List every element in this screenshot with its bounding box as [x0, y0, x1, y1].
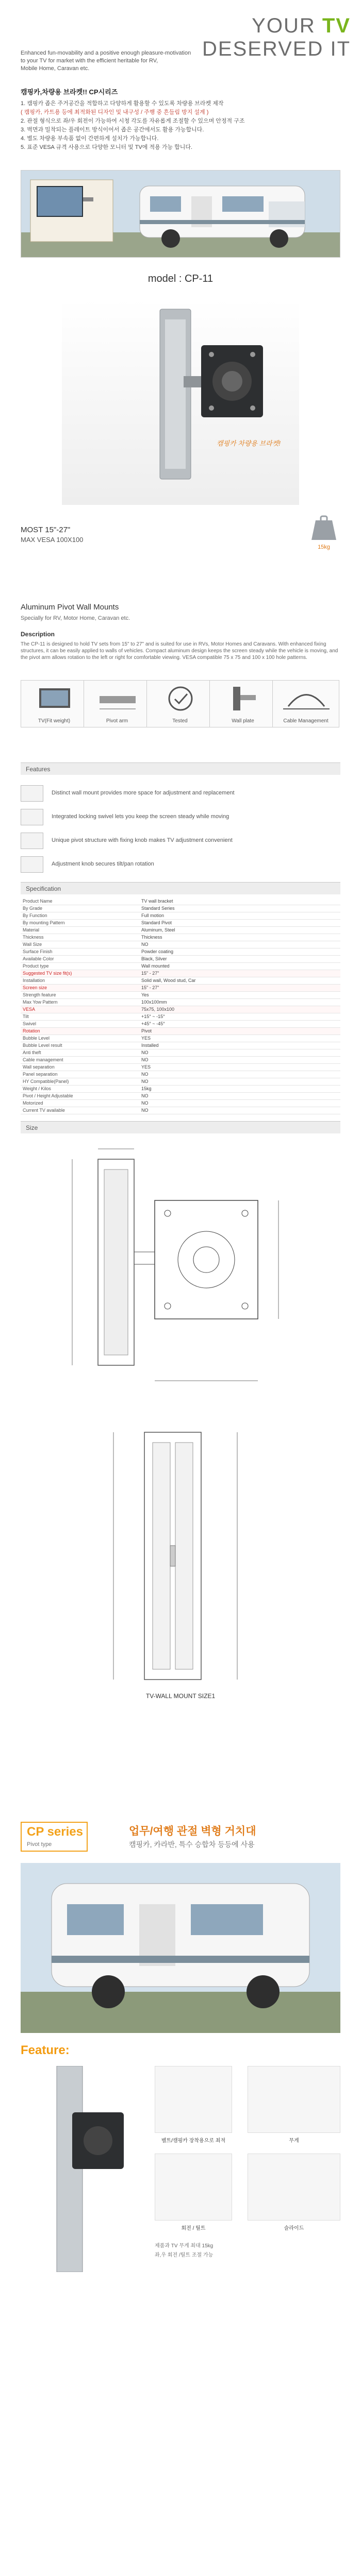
cp-feature-label: 무게 — [289, 2138, 299, 2144]
cp-feature-label: 회전 / 틸트 — [181, 2226, 206, 2231]
tall-mount-drawing — [21, 1422, 340, 1690]
model-product-photo — [62, 299, 299, 505]
spec-row — [21, 1107, 340, 1114]
hero-bullet: 3. 벽면과 밀착되는 플레이트 방식이어서 좁은 공간에서도 활용 가능합니다. — [21, 127, 204, 133]
cp-feature-main-photo — [21, 2066, 124, 2272]
spec-key: Wall Size — [21, 941, 139, 948]
spec-key: By Function — [21, 912, 139, 919]
feature-item — [21, 854, 340, 875]
icon-caption: Wall plate — [232, 718, 254, 724]
spec-value: NO — [139, 941, 340, 948]
spec-value: Yes — [139, 991, 340, 998]
spec-key: Pivot / Height Adjustable — [21, 1092, 139, 1099]
feature-thumb-icon — [21, 856, 43, 873]
size-header-bar — [21, 1121, 340, 1133]
intro-title: Aluminum Pivot Wall Mounts — [21, 603, 119, 612]
spec-value: Installed — [139, 1042, 340, 1049]
spec-key: By Grade — [21, 905, 139, 912]
spec-row — [21, 955, 340, 962]
hero-bullet: ( 캠핑카, 카트용 등에 최적화된 디자인 및 내구성 / 주행 중 흔들림 방지 설계 ) — [21, 109, 209, 115]
spec-row — [21, 962, 340, 970]
intro-section — [0, 598, 361, 752]
hero-bullets — [21, 88, 340, 152]
spec-row — [21, 1078, 340, 1085]
spec-key: Available Color — [21, 955, 139, 962]
icon-pivot-arm — [84, 680, 151, 727]
hero-title-suffix: DESERVED IT — [202, 38, 351, 60]
spec-value: NO — [139, 1056, 340, 1063]
spec-key: Weight / Kilos — [21, 1085, 139, 1092]
spec-value: YES — [139, 1035, 340, 1042]
hero-bullet: 1. 캠핑카 좁은 주거공간을 적합하고 다양하게 활용할 수 있도록 차량용 브라켓 제작 — [21, 100, 224, 107]
feature-thumb-icon — [21, 809, 43, 825]
feature-thumb-icon — [21, 785, 43, 802]
spec-row — [21, 948, 340, 955]
hero-bullet: 2. 관절 형식으로 좌/우 회전이 가능하여 시청 각도를 자유롭게 조절할 수 있으며 안정적 구조 — [21, 118, 245, 124]
spec-value: 15kg — [139, 1085, 340, 1092]
spec-row — [21, 1006, 340, 1013]
spec-value: Full motion — [139, 912, 340, 919]
weight-badge — [309, 513, 338, 542]
cp-series-section — [0, 1814, 361, 2277]
hero-intro-line: Enhanced fun-movability and a positive enough pleasure-motivation — [21, 50, 191, 56]
spec-row — [21, 1013, 340, 1020]
spec-row — [21, 897, 340, 905]
spec-key: VESA — [21, 1006, 139, 1013]
spec-row — [21, 934, 340, 941]
specification-header-bar — [21, 882, 340, 894]
spec-value: NO — [139, 1078, 340, 1085]
cp-feature-label: 벨트/캠핑카 장착용으로 최적 — [161, 2138, 226, 2144]
spec-row — [21, 912, 340, 919]
hero-intro-line: to your TV for market with the efficient heritable for RV, — [21, 58, 158, 64]
feature-item — [21, 831, 340, 851]
spec-value: TV wall bracket — [139, 897, 340, 905]
spec-key: Product Name — [21, 897, 139, 905]
icon-caption: Cable Management — [283, 718, 329, 724]
icon-wall-plate — [209, 680, 276, 727]
bracket-product-image — [62, 299, 299, 505]
hero-photo-rv — [21, 170, 340, 258]
spec-row — [21, 1063, 340, 1071]
spec-value: Wall mounted — [139, 962, 340, 970]
cp-bracket-photo — [21, 2066, 124, 2272]
cp-badge-title: CP series — [27, 1825, 83, 1839]
rv-illustration — [21, 171, 340, 258]
spec-value: NO — [139, 1049, 340, 1056]
feature-title: Feature: — [21, 2043, 70, 2057]
cable-icon — [273, 681, 340, 717]
spec-row — [21, 977, 340, 984]
spec-key: Material — [21, 926, 139, 934]
cp-headline: 업무/여행 관절 벽형 거치대 — [129, 1825, 256, 1837]
model-callout: 캠핑카 차량용 브라켓! — [217, 439, 281, 447]
spec-row — [21, 970, 340, 977]
spec-row — [21, 1042, 340, 1049]
cp-feature-note: 제품과 TV 무게 최대 15kg — [155, 2243, 214, 2249]
spec-key: Anti theft — [21, 1049, 139, 1056]
feature-text: Unique pivot structure with fixing knob makes TV adjustment convenient — [52, 837, 233, 843]
intro-description-heading: Description — [21, 631, 55, 638]
icon-caption: Pivot arm — [106, 718, 128, 724]
hero-bullet: 4. 별도 차량용 부속품 없이 간편하게 설치가 가능합니다. — [21, 135, 159, 142]
tall-mount-caption: TV-WALL MOUNT SIZE1 — [145, 1692, 216, 1700]
cp-feature-photo-2 — [248, 2066, 340, 2133]
spec-value: NO — [139, 1107, 340, 1114]
spec-value: 100x100mm — [139, 998, 340, 1006]
tested-icon — [147, 681, 214, 717]
features-header-bar — [21, 762, 340, 775]
spec-row — [21, 991, 340, 998]
feature-text: Adjustment knob secures tilt/pan rotation — [52, 861, 154, 867]
spec-key: Strength feature — [21, 991, 139, 998]
spec-row — [21, 941, 340, 948]
spec-value: YES — [139, 1063, 340, 1071]
spec-row — [21, 1049, 340, 1056]
hero-intro — [21, 49, 340, 73]
spec-row — [21, 1085, 340, 1092]
spec-key: Wall separation — [21, 1063, 139, 1071]
model-screen-range: MOST 15"-27" — [21, 526, 71, 534]
cp-badge-subtitle: Pivot type — [27, 1841, 52, 1848]
spec-row — [21, 1071, 340, 1078]
icon-cable-management — [272, 680, 339, 727]
cp-feature-note: 좌,우 회전 /틸트 조절 가능 — [155, 2252, 214, 2258]
icon-caption: Tested — [172, 718, 188, 724]
hero-title-prefix: YOUR — [252, 14, 316, 37]
spec-row — [21, 919, 340, 926]
spec-value: NO — [139, 1071, 340, 1078]
spec-row — [21, 926, 340, 934]
spec-value: 15" - 27" — [139, 984, 340, 991]
cp-rv-photo — [21, 1863, 340, 2033]
spec-row — [21, 984, 340, 991]
wall-plate-icon — [210, 681, 277, 717]
spec-value: NO — [139, 1092, 340, 1099]
feature-text: Distinct wall mount provides more space for adjustment and replacement — [52, 790, 235, 796]
spec-value: 75x75, 100x100 — [139, 1006, 340, 1013]
spec-value: Pivot — [139, 1027, 340, 1035]
spec-value: NO — [139, 1099, 340, 1107]
cp-feature-photo-1 — [155, 2066, 232, 2133]
spec-key: Current TV available — [21, 1107, 139, 1114]
cp-series-badge — [21, 1822, 88, 1852]
rv-photo-illustration — [21, 1863, 340, 2033]
spec-key: Max Yow Pattern — [21, 998, 139, 1006]
spec-row — [21, 998, 340, 1006]
spec-value: Powder coating — [139, 948, 340, 955]
spec-value: Standard Series — [139, 905, 340, 912]
model-label: model : CP-11 — [147, 273, 214, 284]
cp-feature-label: 슬라이드 — [284, 2226, 304, 2231]
spec-key: Bubble Level result — [21, 1042, 139, 1049]
spec-key: Motorized — [21, 1099, 139, 1107]
spec-value: Solid wall, Wood stud, Car — [139, 977, 340, 984]
model-section — [0, 268, 361, 598]
cp-feature-photo-3 — [155, 2154, 232, 2221]
spec-key: Cable management — [21, 1056, 139, 1063]
spec-value: Black, Silver — [139, 955, 340, 962]
spec-row — [21, 1027, 340, 1035]
cp-feature-photo-4 — [248, 2154, 340, 2221]
model-weight: 15kg — [318, 544, 330, 550]
spec-row — [21, 1092, 340, 1099]
spec-value: +45° ~ -45° — [139, 1020, 340, 1027]
icon-tested — [146, 680, 214, 727]
model-vesa: MAX VESA 100X100 — [21, 536, 84, 544]
hero-section — [0, 0, 361, 268]
spec-key: By mounting Pattern — [21, 919, 139, 926]
features-header: Features — [26, 766, 51, 773]
specification-header: Specification — [26, 885, 61, 892]
spec-value: +15° ~ -15° — [139, 1013, 340, 1020]
feature-thumb-icon — [21, 833, 43, 849]
hero-title-accent: TV — [322, 14, 351, 37]
cp-subline: 캠핑카, 카라반, 특수 승합차 등등에 사용 — [129, 1840, 255, 1849]
intro-subtitle: Specially for RV, Motor Home, Caravan etc. — [21, 615, 130, 621]
feature-item — [21, 783, 340, 804]
feature-item — [21, 807, 340, 827]
spec-row — [21, 905, 340, 912]
spec-key: Suggested TV size fit(s) — [21, 970, 139, 977]
bracket-size-drawing — [21, 1139, 340, 1406]
spec-key: Tilt — [21, 1013, 139, 1020]
spec-value: 15" - 27" — [139, 970, 340, 977]
pivot-icon — [84, 681, 151, 717]
tall-mount-outline — [21, 1422, 340, 1690]
spec-value: Thickness — [139, 934, 340, 941]
spec-key: Panel separation — [21, 1071, 139, 1078]
icon-tv-weight — [21, 680, 88, 727]
hero-intro-line: Mobile Home, Caravan etc. — [21, 65, 90, 72]
size-technical-drawing — [21, 1139, 340, 1406]
size-header: Size — [26, 1124, 38, 1131]
spec-key: Rotation — [21, 1027, 139, 1035]
hero-bullet-head: 캠핑카,차량용 브라켓!! CP시리즈 — [21, 88, 118, 96]
hero-bullet: 5. 표준 VESA 규격 사용으로 다양한 모니터 및 TV에 적용 가능 합니다. — [21, 144, 193, 150]
intro-description: The CP-11 is designed to hold TV sets from 15" to 27" and is suited for use in RVs, Motor Homes and Caravans. With enhanced fixing structures, it can be easily applied to walls of vehicles. Compact aluminum design keeps the screen steady while the vehicle is moving, and the pivot arm allows rotation to the left or right for comfortable viewing. VESA compatible 75 x 75 and 100 x 100 hole patterns. — [21, 641, 338, 660]
spec-row — [21, 1056, 340, 1063]
spec-row — [21, 1099, 340, 1107]
spec-key: Screen size — [21, 984, 139, 991]
icon-caption: TV(Fit weight) — [38, 718, 71, 724]
feature-text: Integrated locking swivel lets you keep the screen steady while moving — [52, 814, 229, 820]
spec-key: Product type — [21, 962, 139, 970]
spec-key: Surface Finish — [21, 948, 139, 955]
spec-key: Swivel — [21, 1020, 139, 1027]
specification-table — [21, 897, 340, 1114]
spec-value: Aluminum, Steel — [139, 926, 340, 934]
spec-value: Standard Pivot — [139, 919, 340, 926]
spec-key: Thickness — [21, 934, 139, 941]
spec-row — [21, 1020, 340, 1027]
spec-key: Installation — [21, 977, 139, 984]
spec-key: HY Compatible(Panel) — [21, 1078, 139, 1085]
spec-key: Bubble Level — [21, 1035, 139, 1042]
spec-row — [21, 1035, 340, 1042]
tv-icon — [21, 681, 88, 717]
